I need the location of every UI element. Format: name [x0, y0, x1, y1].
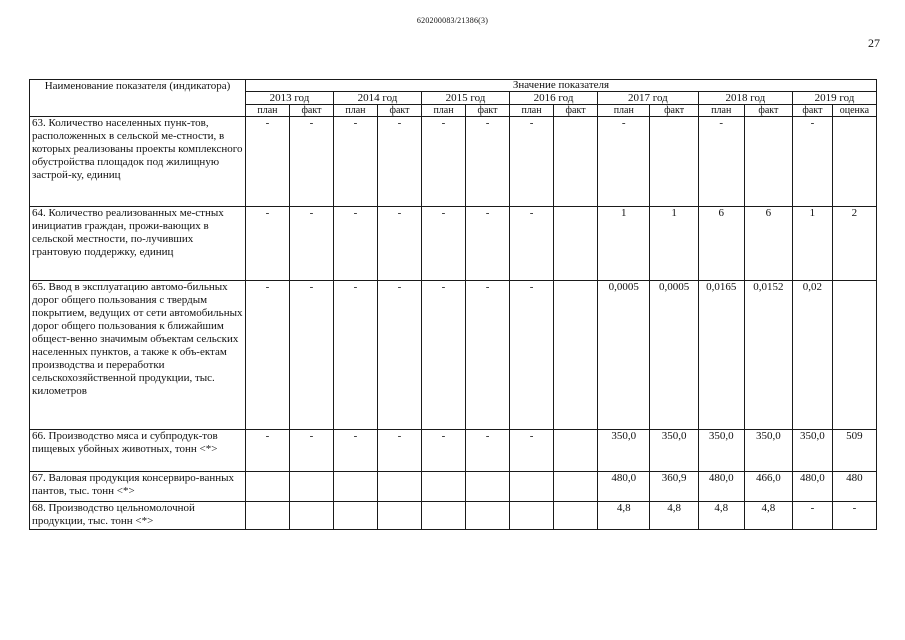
year-header: 2017 год: [598, 92, 699, 105]
table-row: [30, 472, 877, 502]
value-cell: [289, 502, 333, 530]
value-cell: 466,0: [744, 472, 792, 502]
value-cell: -: [422, 281, 466, 430]
row-label: 64. Количество реализованных ме-стных инициатив граждан, прожи-вающих в сельской местности, по-лучивших грантовую поддержку, единиц: [30, 207, 246, 281]
table-row: [30, 117, 877, 207]
sub-header: оценка: [832, 105, 876, 117]
value-cell: -: [698, 117, 744, 207]
indicator-value-header: Значение показателя: [245, 80, 876, 92]
table-row: [30, 430, 877, 472]
value-cell: 509: [832, 430, 876, 472]
row-label: 67. Валовая продукция консервиро-ванных пантов, тыс. тонн <*>: [30, 472, 246, 502]
page-number: 27: [868, 36, 880, 50]
value-cell: -: [422, 207, 466, 281]
value-cell: -: [377, 117, 421, 207]
value-cell: [832, 117, 876, 207]
value-cell: [333, 502, 377, 530]
value-cell: -: [793, 502, 833, 530]
value-cell: -: [832, 502, 876, 530]
table-row: [30, 502, 877, 530]
value-cell: -: [422, 117, 466, 207]
value-cell: 350,0: [650, 430, 698, 472]
sub-header: план: [598, 105, 650, 117]
value-cell: [554, 207, 598, 281]
value-cell: [554, 502, 598, 530]
value-cell: 0,0152: [744, 281, 792, 430]
value-cell: [422, 472, 466, 502]
row-label: 63. Количество населенных пунк-тов, расположенных в сельской ме-стности, в которых реализованы проекты комплексного обустройства площадок под жилищную застрой-ку, единиц: [30, 117, 246, 207]
value-cell: [422, 502, 466, 530]
sub-header: план: [698, 105, 744, 117]
value-cell: -: [793, 117, 833, 207]
value-cell: -: [245, 430, 289, 472]
value-cell: [466, 472, 510, 502]
value-cell: 350,0: [744, 430, 792, 472]
value-cell: 4,8: [598, 502, 650, 530]
value-cell: 480,0: [698, 472, 744, 502]
value-cell: 350,0: [598, 430, 650, 472]
value-cell: -: [510, 430, 554, 472]
value-cell: [832, 281, 876, 430]
value-cell: -: [333, 117, 377, 207]
value-cell: -: [289, 117, 333, 207]
table-row: [30, 281, 877, 430]
value-cell: -: [466, 117, 510, 207]
value-cell: -: [466, 430, 510, 472]
value-cell: 0,02: [793, 281, 833, 430]
value-cell: [554, 117, 598, 207]
value-cell: [466, 502, 510, 530]
sub-header: факт: [650, 105, 698, 117]
value-cell: 480,0: [598, 472, 650, 502]
value-cell: 2: [832, 207, 876, 281]
value-cell: [377, 472, 421, 502]
value-cell: [554, 281, 598, 430]
sub-header: факт: [289, 105, 333, 117]
indicator-table: [29, 79, 877, 530]
sub-header: факт: [554, 105, 598, 117]
value-cell: -: [333, 430, 377, 472]
value-cell: 0,0165: [698, 281, 744, 430]
indicator-name-header: Наименование показателя (индикатора): [30, 80, 246, 117]
value-cell: -: [245, 117, 289, 207]
value-cell: 6: [744, 207, 792, 281]
value-cell: -: [377, 207, 421, 281]
value-cell: 350,0: [698, 430, 744, 472]
value-cell: -: [598, 117, 650, 207]
value-cell: [554, 472, 598, 502]
value-cell: -: [510, 281, 554, 430]
value-cell: 6: [698, 207, 744, 281]
sub-header: факт: [466, 105, 510, 117]
value-cell: -: [289, 430, 333, 472]
value-cell: 1: [650, 207, 698, 281]
value-cell: [650, 117, 698, 207]
value-cell: -: [466, 207, 510, 281]
sub-header: факт: [744, 105, 792, 117]
value-cell: -: [510, 117, 554, 207]
value-cell: -: [422, 430, 466, 472]
document-id: 620200083/21386(3): [416, 16, 489, 25]
sub-header: факт: [793, 105, 833, 117]
value-cell: -: [289, 207, 333, 281]
value-cell: -: [333, 207, 377, 281]
value-cell: 350,0: [793, 430, 833, 472]
table-row: [30, 207, 877, 281]
sub-header: план: [245, 105, 289, 117]
value-cell: [333, 472, 377, 502]
value-cell: -: [377, 430, 421, 472]
value-cell: [510, 472, 554, 502]
value-cell: -: [289, 281, 333, 430]
year-header: 2013 год: [245, 92, 333, 105]
row-label: 68. Производство цельномолочной продукции, тыс. тонн <*>: [30, 502, 246, 530]
value-cell: [554, 430, 598, 472]
value-cell: 4,8: [744, 502, 792, 530]
year-header: 2016 год: [510, 92, 598, 105]
value-cell: -: [510, 207, 554, 281]
value-cell: 4,8: [698, 502, 744, 530]
year-header: 2015 год: [422, 92, 510, 105]
sub-header: план: [422, 105, 466, 117]
value-cell: 0,0005: [650, 281, 698, 430]
sub-header: план: [333, 105, 377, 117]
value-cell: -: [245, 281, 289, 430]
year-header: 2018 год: [698, 92, 792, 105]
value-cell: -: [245, 207, 289, 281]
value-cell: [510, 502, 554, 530]
value-cell: [245, 502, 289, 530]
year-header: 2019 год: [793, 92, 877, 105]
year-header: 2014 год: [333, 92, 421, 105]
value-cell: -: [466, 281, 510, 430]
row-label: 65. Ввод в эксплуатацию автомо-бильных дорог общего пользования с твердым покрытием, ведущих от сети автомобильных дорог общего пользования к ближайшим общест-венно значимым объектам сельских населенных пунктов, а также к объ-ектам производства и переработки сельскохозяйственной продукции, тыс. километров: [30, 281, 246, 430]
value-cell: 480: [832, 472, 876, 502]
value-cell: 1: [598, 207, 650, 281]
row-label: 66. Производство мяса и субпродук-тов пищевых убойных животных, тонн <*>: [30, 430, 246, 472]
sub-header: факт: [377, 105, 421, 117]
value-cell: 360,9: [650, 472, 698, 502]
value-cell: [245, 472, 289, 502]
sub-header: план: [510, 105, 554, 117]
value-cell: -: [377, 281, 421, 430]
value-cell: 0,0005: [598, 281, 650, 430]
value-cell: [744, 117, 792, 207]
value-cell: 4,8: [650, 502, 698, 530]
value-cell: [289, 472, 333, 502]
value-cell: [377, 502, 421, 530]
value-cell: 480,0: [793, 472, 833, 502]
value-cell: -: [333, 281, 377, 430]
value-cell: 1: [793, 207, 833, 281]
